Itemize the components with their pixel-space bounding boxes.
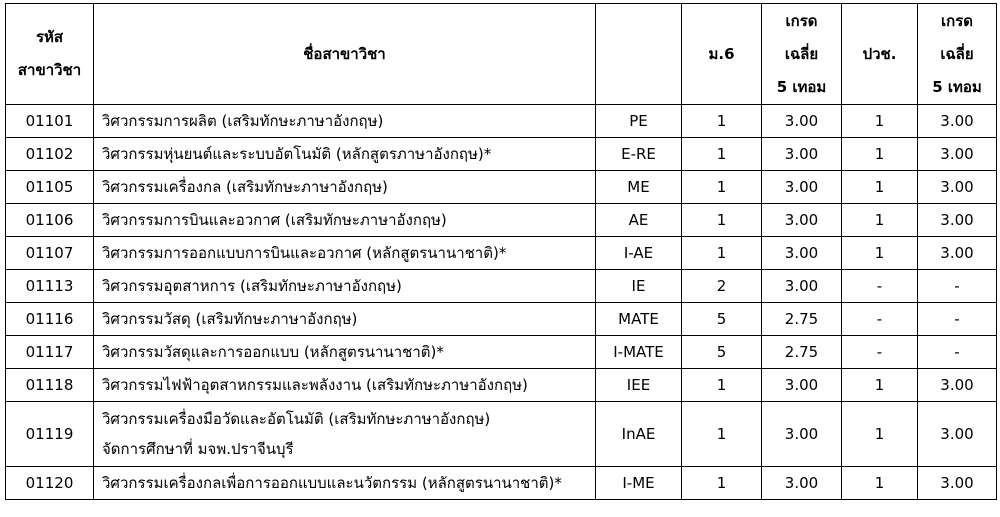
program-name-cell <box>94 369 596 402</box>
program-name-cell <box>94 204 596 237</box>
header-abbr <box>596 4 682 105</box>
program-code-cell: 01102 <box>6 138 94 171</box>
gpa-m6-cell: 3.00 <box>762 204 842 237</box>
program-abbr-cell: I-ME <box>596 467 682 500</box>
m6-cell: 1 <box>682 402 762 467</box>
table-row <box>6 237 997 270</box>
program-abbr-cell: E-RE <box>596 138 682 171</box>
program-name-cell <box>94 237 596 270</box>
program-name-line: วิศวกรรมวัสดุและการออกแบบ (หลักสูตรนานาชาติ)* <box>102 343 444 361</box>
program-name-cell <box>94 138 596 171</box>
vocational-cell: - <box>842 303 918 336</box>
program-name-cell <box>94 336 596 369</box>
header-gpa-m6-line3: 5 เทอม <box>776 77 827 96</box>
program-name-line: วิศวกรรมการบินและอวกาศ (เสริมทักษะภาษาอังกฤษ) <box>102 211 447 229</box>
gpa-m6-cell: 2.75 <box>762 303 842 336</box>
header-name: ชื่อสาขาวิชา <box>94 4 596 105</box>
table-row <box>6 303 997 336</box>
program-name-line: จัดการศึกษาที่ มจพ.ปราจีนบุรี <box>102 440 294 458</box>
program-abbr-cell: ME <box>596 171 682 204</box>
header-gpa-m6-line1: เกรด <box>785 11 818 30</box>
program-code-cell: 01113 <box>6 270 94 303</box>
vocational-cell: 1 <box>842 369 918 402</box>
table-row <box>6 171 997 204</box>
program-name-line: วิศวกรรมเครื่องมือวัดและอัตโนมัติ (เสริมทักษะภาษาอังกฤษ) <box>102 410 491 428</box>
header-gpa-voc-line3: 5 เทอม <box>932 77 982 96</box>
gpa-m6-cell: 3.00 <box>762 402 842 467</box>
table-row <box>6 336 997 369</box>
m6-cell: 1 <box>682 369 762 402</box>
gpa-vocational-cell: - <box>918 336 997 369</box>
gpa-m6-cell: 3.00 <box>762 237 842 270</box>
vocational-cell: - <box>842 270 918 303</box>
program-abbr-cell: InAE <box>596 402 682 467</box>
vocational-cell: 1 <box>842 204 918 237</box>
table-row <box>6 105 997 138</box>
program-code-cell: 01116 <box>6 303 94 336</box>
m6-cell: 1 <box>682 204 762 237</box>
program-name-line: วิศวกรรมการผลิต (เสริมทักษะภาษาอังกฤษ) <box>102 112 384 130</box>
header-gpa-vocational <box>918 4 997 105</box>
header-code-line2: สาขาวิชา <box>17 61 82 79</box>
gpa-vocational-cell: 3.00 <box>918 171 997 204</box>
program-code-cell: 01117 <box>6 336 94 369</box>
program-abbr-cell: I-MATE <box>596 336 682 369</box>
gpa-vocational-cell: 3.00 <box>918 467 997 500</box>
program-name-cell <box>94 467 596 500</box>
gpa-vocational-cell: - <box>918 303 997 336</box>
program-name-cell <box>94 303 596 336</box>
program-abbr-cell: PE <box>596 105 682 138</box>
m6-cell: 5 <box>682 303 762 336</box>
vocational-cell: 1 <box>842 105 918 138</box>
gpa-vocational-cell: 3.00 <box>918 369 997 402</box>
program-code-cell: 01119 <box>6 402 94 467</box>
program-name-line: วิศวกรรมเครื่องกล (เสริมทักษะภาษาอังกฤษ) <box>102 178 388 196</box>
vocational-cell: 1 <box>842 171 918 204</box>
program-name-line: วิศวกรรมวัสดุ (เสริมทักษะภาษาอังกฤษ) <box>102 310 358 328</box>
table-header <box>6 4 997 105</box>
program-code-cell: 01105 <box>6 171 94 204</box>
vocational-cell: 1 <box>842 237 918 270</box>
program-code-cell: 01120 <box>6 467 94 500</box>
header-m6: ม.6 <box>682 4 762 105</box>
table-row <box>6 467 997 500</box>
table-row <box>6 138 997 171</box>
gpa-m6-cell: 3.00 <box>762 105 842 138</box>
gpa-m6-cell: 3.00 <box>762 467 842 500</box>
program-name-line: วิศวกรรมการออกแบบการบินและอวกาศ (หลักสูตรนานาชาติ)* <box>102 244 507 262</box>
table-row <box>6 270 997 303</box>
program-abbr-cell: MATE <box>596 303 682 336</box>
header-vocational: ปวช. <box>842 4 918 105</box>
program-code-cell: 01101 <box>6 105 94 138</box>
header-gpa-m6 <box>762 4 842 105</box>
header-gpa-voc-line1: เกรด <box>940 11 973 30</box>
gpa-vocational-cell: - <box>918 270 997 303</box>
gpa-m6-cell: 3.00 <box>762 171 842 204</box>
program-abbr-cell: AE <box>596 204 682 237</box>
vocational-cell: 1 <box>842 402 918 467</box>
gpa-vocational-cell: 3.00 <box>918 138 997 171</box>
program-code-cell: 01106 <box>6 204 94 237</box>
program-code-cell: 01107 <box>6 237 94 270</box>
program-name-line: วิศวกรรมหุ่นยนต์และระบบอัตโนมัติ (หลักสูตรภาษาอังกฤษ)* <box>102 145 492 163</box>
program-name-cell <box>94 402 596 467</box>
program-name-cell <box>94 270 596 303</box>
program-name-cell <box>94 105 596 138</box>
header-code-line1: รหัส <box>35 28 64 46</box>
program-table <box>5 3 997 500</box>
vocational-cell: - <box>842 336 918 369</box>
program-name-line: วิศวกรรมอุตสาหการ (เสริมทักษะภาษาอังกฤษ) <box>102 277 402 295</box>
m6-cell: 1 <box>682 237 762 270</box>
table-body <box>6 105 997 500</box>
program-abbr-cell: I-AE <box>596 237 682 270</box>
m6-cell: 1 <box>682 105 762 138</box>
gpa-vocational-cell: 3.00 <box>918 105 997 138</box>
program-name-line: วิศวกรรมไฟฟ้าอุตสาหกรรมและพลังงาน (เสริมทักษะภาษาอังกฤษ) <box>102 376 528 394</box>
gpa-m6-cell: 3.00 <box>762 138 842 171</box>
program-name-line: วิศวกรรมเครื่องกลเพื่อการออกแบบและนวัตกรรม (หลักสูตรนานาชาติ)* <box>102 474 562 492</box>
m6-cell: 1 <box>682 467 762 500</box>
gpa-vocational-cell: 3.00 <box>918 237 997 270</box>
m6-cell: 5 <box>682 336 762 369</box>
gpa-m6-cell: 2.75 <box>762 336 842 369</box>
gpa-m6-cell: 3.00 <box>762 369 842 402</box>
program-code-cell: 01118 <box>6 369 94 402</box>
table-row <box>6 204 997 237</box>
table-row <box>6 402 997 467</box>
header-code <box>6 4 94 105</box>
vocational-cell: 1 <box>842 138 918 171</box>
vocational-cell: 1 <box>842 467 918 500</box>
header-gpa-voc-line2: เฉลี่ย <box>940 44 974 63</box>
header-gpa-m6-line2: เฉลี่ย <box>784 44 819 63</box>
m6-cell: 1 <box>682 138 762 171</box>
program-name-cell <box>94 171 596 204</box>
gpa-vocational-cell: 3.00 <box>918 402 997 467</box>
gpa-m6-cell: 3.00 <box>762 270 842 303</box>
program-abbr-cell: IEE <box>596 369 682 402</box>
program-abbr-cell: IE <box>596 270 682 303</box>
table-row <box>6 369 997 402</box>
m6-cell: 1 <box>682 171 762 204</box>
m6-cell: 2 <box>682 270 762 303</box>
gpa-vocational-cell: 3.00 <box>918 204 997 237</box>
